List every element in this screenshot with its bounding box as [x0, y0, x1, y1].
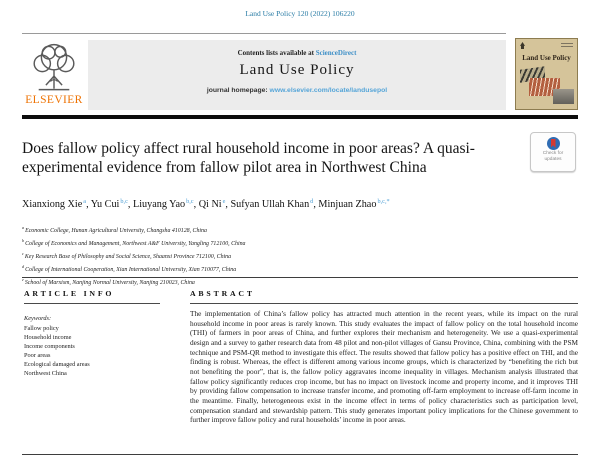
author-name: Minjuan Zhao	[318, 199, 377, 211]
homepage-prefix: journal homepage:	[206, 87, 270, 94]
contents-line	[88, 40, 506, 57]
bottom-divider	[22, 454, 578, 455]
header-thick-divider	[22, 115, 578, 119]
author-name: Liuyang Yao	[133, 199, 186, 211]
affiliation: $^b$College of Economics and Management, Northwest A&F University, Yangling 712100, China	[22, 237, 246, 247]
cover-elsevier-mark-icon	[520, 42, 525, 49]
keywords-label: Keywords:	[24, 315, 52, 322]
journal-cover-thumbnail[interactable]	[515, 38, 578, 110]
author-affiliation-sup: e	[222, 198, 226, 205]
journal-header-banner	[88, 40, 506, 110]
cover-title: Land Use Policy	[522, 54, 571, 62]
keyword: Ecological damaged areas	[24, 361, 90, 368]
cover-art-landscape-photo	[553, 89, 574, 104]
elsevier-logo[interactable]	[20, 40, 88, 112]
affiliation: $^e$School of Marxism, Nanjing Normal University, Nanjing 210023, China	[22, 276, 195, 286]
keyword: Fallow policy	[24, 325, 59, 332]
check-updates-label: Check for updates	[542, 151, 564, 162]
article-info-heading: ARTICLE INFO	[24, 289, 115, 298]
author	[199, 199, 231, 210]
author-affiliation-sup: b,c,*	[377, 198, 390, 205]
affiliation-list	[22, 223, 562, 288]
article-title: Does fallow policy affect rural household income in poor areas? A quasi-experimental evidence from fallow pilot area in Northwest China	[22, 140, 475, 176]
author-name: Yu Cui	[90, 199, 120, 211]
keyword: Household income	[24, 334, 72, 341]
elsevier-tree-icon	[27, 40, 81, 96]
citation-link[interactable]: Land Use Policy 120 (2022) 106220	[245, 9, 355, 18]
affiliation: $^a$Economic College, Hunan Agricultural University, Changsha 410128, China	[22, 225, 207, 234]
keyword: Northwest China	[24, 370, 67, 377]
section-divider	[22, 277, 578, 278]
author	[318, 199, 389, 210]
author-name: Qi Ni	[198, 199, 222, 211]
keywords-list	[24, 324, 90, 378]
sciencedirect-link[interactable]: ScienceDirect	[315, 49, 357, 57]
cover-publisher-lines	[561, 43, 573, 47]
crossmark-icon	[547, 137, 560, 150]
top-divider	[22, 33, 506, 34]
author	[91, 199, 133, 210]
author-affiliation-sup: b,c	[186, 198, 194, 205]
check-updates-badge[interactable]	[530, 132, 576, 172]
author	[22, 199, 91, 210]
author-affiliation-sup: d	[310, 198, 314, 205]
keyword: Poor areas	[24, 352, 51, 359]
article-info-rule	[24, 303, 160, 304]
abstract-text: The implementation of China’s fallow policy has attracted much attention in the recent years, while its impact on the rural household income in poor areas is rarely known. This study evaluates the impact of fallow policy on the total household income (THI) of farmers in poor areas of China, and further explores their mechanism and heterogeneity. We use a quasi-experimental design and a survey to gather research data from 48 pilot and non-pilot villages of Gansu Province, China, combining with the PSM technique and PSM-QR method to investigate this effect. The results showed that fallow policy has a positive effect on THI, and the finding is robust. Whereas, the effect is different among various income groups, which is characterized by “benefiting the rich but not benefiting the poor”, that is, the fallow policy aggravates income inequality in villages. Mechanism analysis illustrated that fallow policy significantly reduces crop income, but has no impact on livestock income and property income, and it improves THI by providing fallow compensation to increase transfer income, and promoting off-farm employment to increase off-farm income in the meantime. Finally, heterogeneous exist in the income effect in terms of policy characteristics such as participation level, compensation standard and stewardship pattern. This study generates important policy implications for the Chinese government to further improve fallow policy and rural households’ income in poor areas.	[190, 309, 578, 425]
abstract-heading: ABSTRACT	[190, 289, 255, 298]
homepage-line	[88, 87, 506, 94]
author-list	[22, 198, 562, 210]
author-affiliation-sup: a	[83, 198, 87, 205]
abstract-rule	[190, 303, 578, 304]
contents-prefix: Contents lists available at	[237, 49, 316, 57]
author	[231, 199, 319, 210]
elsevier-wordmark: ELSEVIER	[25, 94, 83, 106]
keyword: Income components	[24, 343, 75, 350]
author-affiliation-sup: b,c	[120, 198, 128, 205]
affiliation: $^d$College of International Cooperation, Xian International University, Xian 710077, China	[22, 263, 237, 273]
journal-title: Land Use Policy	[239, 62, 355, 78]
author	[133, 199, 199, 210]
author-name: Xianxiong Xie	[22, 199, 83, 211]
affiliation: $^c$Key Research Base of Philosophy and Social Science, Shaanxi Province 712100, China	[22, 250, 232, 260]
author-name: Sufyan Ullah Khan	[230, 199, 310, 211]
journal-homepage-link[interactable]: www.elsevier.com/locate/landusepol	[269, 87, 388, 94]
